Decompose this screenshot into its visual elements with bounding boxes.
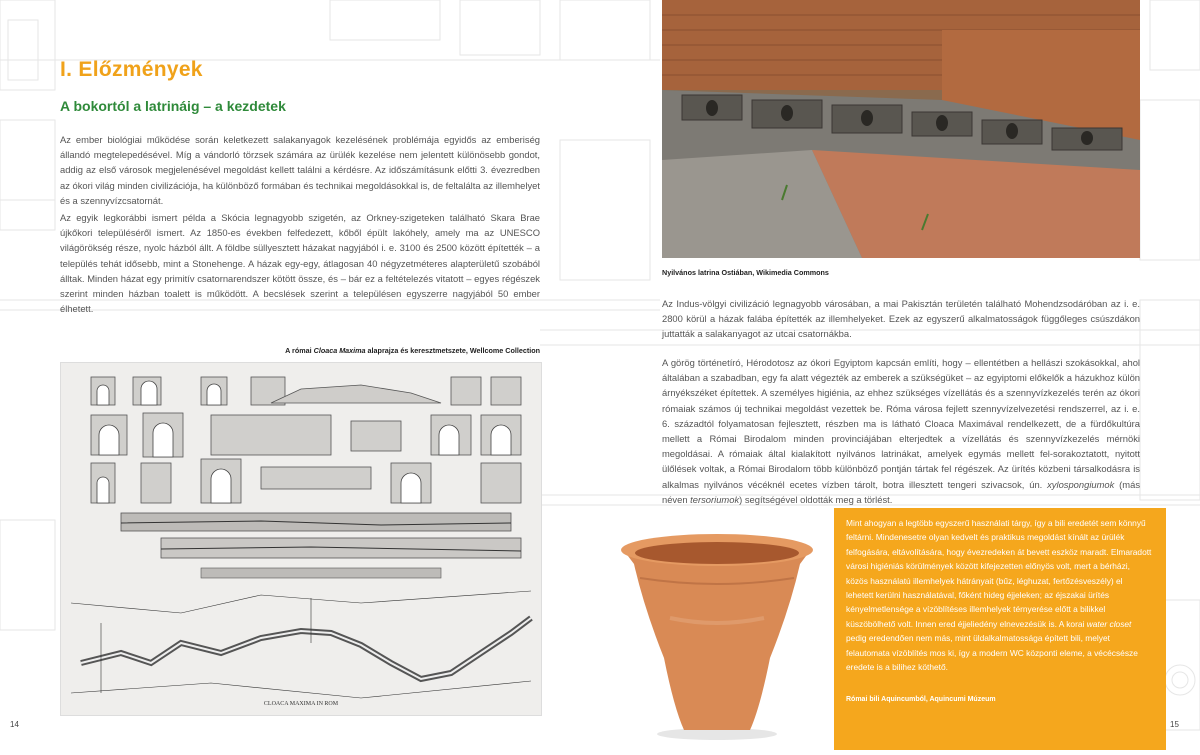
roman-chamber-pot-photo — [600, 508, 834, 750]
pot-caption: Római bili Aquincumból, Aquincumi Múzeum — [846, 696, 996, 703]
left-paragraph-1: Az ember biológiai működése során keletkezett salakanyagok kezelésének problémája egyidős az emberiség állandó megtelepedésével. Míg a vándorló törzsek számára az ürülék kezelése nem jelentett különösebb gondot, addig az első városok megjelenésével megoldást kellett találni a kérdésre. Az időszámításunk előtti 3. évezredben az ókori világ minden civilizációja, ha különböző formában és technikai megoldásokkal is, de feltalálta az illemhelyet és a szennyvízcsatornát. — [60, 134, 540, 206]
drawing-label: CLOACA MAXIMA IN ROM — [263, 701, 339, 707]
cloaca-maxima-drawing — [60, 362, 542, 716]
right-paragraph-1: Az Indus-völgyi civilizáció legnagyobb városában, a mai Pakisztán területén található Mohendzsodáróban az i. e. 2800 körül a házak falába építették az illemhelyeket. Ezek az egyszerű alkalmatosságok függőleges csúszdákon juttatták a salakanyagot az utcai csatornákba. — [662, 298, 1140, 340]
left-paragraph-2: Az egyik legkorábbi ismert példa a Skócia legnagyobb szigetén, az Orkney-szigeteken található Skara Brae újkőkori településéről ismert. Az 1850-es években felfedezett, kőből épült lakóhely, amely ma az UNESCO világörökség része, nyolc házból állt. A földbe süllyesztett házakat nagyjából i. e. 3100 és 2500 között építették – a település tehát idősebb, mint a Stonehenge. A házak egy-egy, átlagosan 40 négyzetméteres alapterületű szobából álltak. Minden házat egy primitív csatornarendszer kötött össze, és – bár ez a feltételezés vitatott – egyes régészek szerint minden házban toalett is működött. A becslések szerint a településen egyszerre nagyjából 50 ember élhetett. — [60, 212, 540, 315]
page-number-right: 15 — [1170, 720, 1179, 729]
sidebar-text: Mint ahogyan a legtöbb egyszerű használati tárgy, így a bili eredetét sem könnyű feltárni. Mindenesetre olyan kedvelt és praktikus megoldást kínált az ürülék felfogására, eltávolítására, hogy évezredeken át bevett eszköz maradt. Elmaradott városi higiéniás körülmények között kifejezetten előnyös volt, mert a bérházi, közös használatú illemhelyek hátrányait (bűz, léghuzat, fertőzésveszély) el lehetett kerülni használatával, főként hideg éjjeleken; az éjszakai ürítés kényelmetlensége a vízöblítéses illemhelyek térnyerése előtt a bilikkel küszöbölhető volt. Innen ered éjjeliedény elnevezésük is. A korai water closet pedig eredendően nem más, mint üldalkalmatossága épített bili, melyet felautomata vízöblítés mos ki, így a modern WC központi eleme, a vécécsésze eredete is a bilihez köthető. — [846, 518, 1152, 673]
ostia-latrine-photo — [662, 0, 1140, 258]
photo-caption: Nyilvános latrina Ostiában, Wikimedia Commons — [662, 268, 829, 277]
chapter-title: I. Előzmények — [60, 58, 203, 81]
section-title: A bokortól a latrináig – a kezdetek — [60, 98, 286, 114]
drawing-caption: A római Cloaca Maxima alaprajza és keresztmetszete, Wellcome Collection — [285, 346, 540, 355]
right-paragraph-2: A görög történetíró, Hérodotosz az ókori Egyiptom kapcsán említi, hogy – ellentétben a hellászi szokásokkal, ahol általában a szabadban, egy fa alatt végezték az emberek a szükségüket – az egyiptomi előkelők a házukhoz külön árnyékszéket építettek. A személyes higiénia, az ehhez szükséges vízellátás és a szennyvízkezelés terén az ókori rómaiak számos új technikai megoldást vezettek be. Róma városa fejlett szennyvízelvezetési rendszerrel, az i. e. 6. századtól folyamatosan fejlesztett, részben ma is látható Cloaca Maximával rendelkezett, de a fürdőkultúra mellett a Római Birodalom minden provinciájában elterjedtek a vízellátás és szennyvízkezelés mérnöki megoldásai. A rómaiak által kialakított nyilvános latrinákat, amelyek egymás mellett fel-sorakoztatott, nyitott ülőlések voltak, a Római Birodalom több különböző pontján tártak fel régészek. Az ürítés közbeni társalkodásra is alkalmas nyilvános vécéknél ecetes vízben tárolt, botra illesztett tengeri szivacsok, ún. xylospongiumok (más néven tersoriumok) segítségével oldották meg a törlést. — [662, 357, 1141, 505]
chamber-pot-sidebar — [834, 508, 1166, 750]
page-number-left: 14 — [10, 720, 19, 729]
